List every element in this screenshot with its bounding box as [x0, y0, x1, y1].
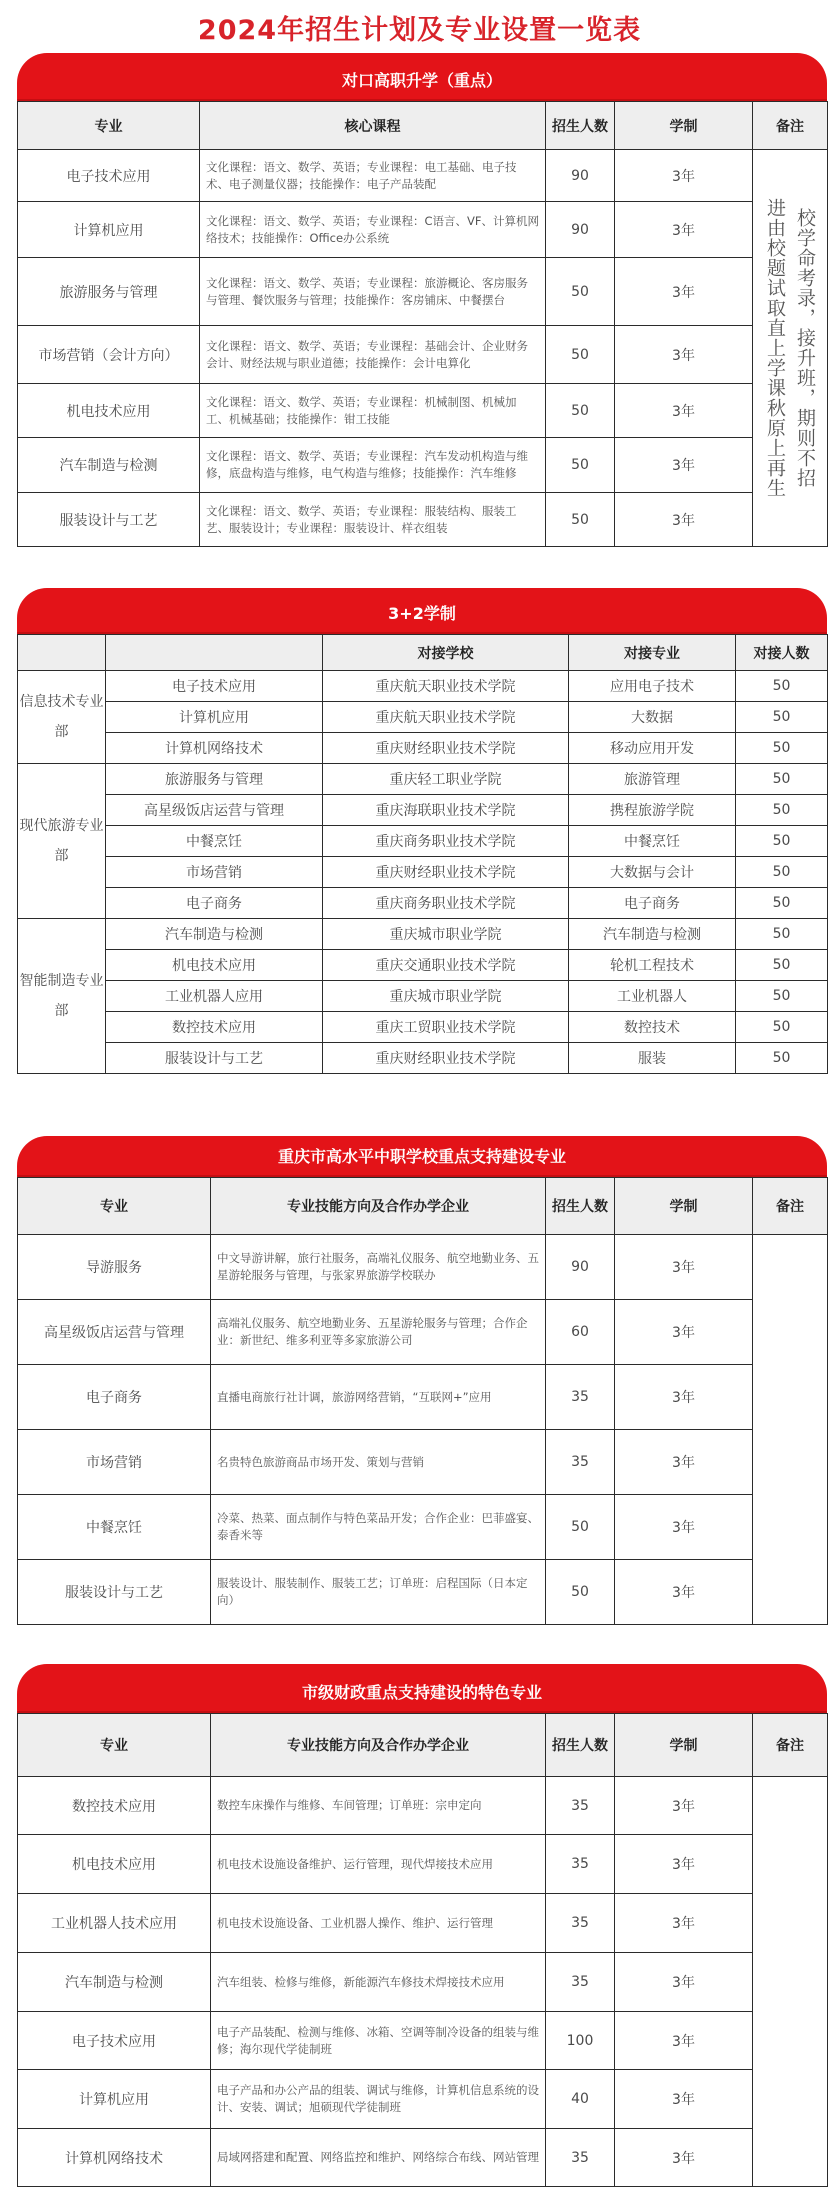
header-courses: 核心课程 [200, 102, 546, 150]
enroll-cell: 35 [546, 1894, 615, 1953]
header-enroll: 招生人数 [546, 1178, 615, 1235]
3plus2-table [17, 634, 828, 1074]
major-cell: 服装设计与工艺 [18, 493, 200, 547]
direction-cell: 机电技术设施设备、工业机器人操作、维护、运行管理 [211, 1894, 546, 1953]
table-row [18, 733, 828, 764]
table-row [18, 1235, 828, 1300]
major-cell: 汽车制造与检测 [18, 438, 200, 493]
table-row [18, 857, 828, 888]
table-row [18, 950, 828, 981]
remark-cell [753, 150, 828, 547]
direction-cell: 高端礼仪服务、航空地勤业务、五星游轮服务与管理；合作企业：新世纪、维多利亚等多家旅游公司 [211, 1300, 546, 1365]
enroll-cell: 90 [546, 1235, 615, 1300]
major-cell: 电子商务 [106, 888, 323, 919]
vocational-upgrade-table [17, 101, 828, 547]
years-cell: 3年 [615, 1235, 753, 1300]
major-cell: 旅游服务与管理 [18, 258, 200, 326]
years-cell: 3年 [615, 202, 753, 258]
enroll-cell: 35 [546, 1835, 615, 1894]
count-cell: 50 [736, 702, 828, 733]
years-cell: 3年 [615, 1894, 753, 1953]
enroll-cell: 40 [546, 2070, 615, 2129]
count-cell: 50 [736, 764, 828, 795]
table-row [18, 1835, 828, 1894]
target-major-cell: 携程旅游学院 [569, 795, 736, 826]
count-cell: 50 [736, 671, 828, 702]
remark-cell [753, 1777, 828, 2187]
header-partner-school: 对接学校 [323, 635, 569, 671]
header-direction: 专业技能方向及合作办学企业 [211, 1714, 546, 1777]
school-cell: 重庆轻工职业学院 [323, 764, 569, 795]
section-banner: 3+2学制 [17, 588, 827, 634]
school-cell: 重庆财经职业技术学院 [323, 733, 569, 764]
table-row [18, 2070, 828, 2129]
years-cell: 3年 [615, 2070, 753, 2129]
school-cell: 重庆财经职业技术学院 [323, 857, 569, 888]
table-row [18, 888, 828, 919]
count-cell: 50 [736, 1012, 828, 1043]
direction-cell: 电子产品和办公产品的组装、调试与维修，计算机信息系统的设计、安装、调试；旭硕现代学徒制班 [211, 2070, 546, 2129]
header-department [18, 635, 106, 671]
years-cell: 3年 [615, 150, 753, 202]
enroll-cell: 90 [546, 150, 615, 202]
target-major-cell: 旅游管理 [569, 764, 736, 795]
target-major-cell: 应用电子技术 [569, 671, 736, 702]
header-major: 专业 [18, 102, 200, 150]
courses-cell: 文化课程：语文、数学、英语；专业课程：机械制图、机械加工、机械基础；技能操作：钳工技能 [200, 384, 546, 438]
years-cell: 3年 [615, 384, 753, 438]
school-cell: 重庆航天职业技术学院 [323, 671, 569, 702]
target-major-cell: 大数据与会计 [569, 857, 736, 888]
page-title: 2024年招生计划及专业设置一览表 [197, 15, 642, 46]
target-major-cell: 数控技术 [569, 1012, 736, 1043]
major-cell: 汽车制造与检测 [106, 919, 323, 950]
major-cell: 市场营销 [106, 857, 323, 888]
department-cell: 信息技术专业部 [18, 671, 106, 764]
direction-cell: 机电技术设施设备维护、运行管理，现代焊接技术应用 [211, 1835, 546, 1894]
years-cell: 3年 [615, 1560, 753, 1625]
table-header-row [18, 1178, 828, 1235]
major-cell: 旅游服务与管理 [106, 764, 323, 795]
major-cell: 导游服务 [18, 1235, 211, 1300]
table-row [18, 258, 828, 326]
section-3plus2 [17, 588, 827, 1074]
courses-cell: 文化课程：语文、数学、英语；专业课程：旅游概论、客房服务与管理、餐饮服务与管理；技能操作：客房铺床、中餐摆台 [200, 258, 546, 326]
featured-majors-table [17, 1713, 828, 2187]
major-cell: 电子技术应用 [106, 671, 323, 702]
major-cell: 计算机网络技术 [18, 2129, 211, 2187]
header-partner-major: 对接专业 [569, 635, 736, 671]
years-cell: 3年 [615, 326, 753, 384]
school-cell: 重庆海联职业技术学院 [323, 795, 569, 826]
years-cell: 3年 [615, 438, 753, 493]
school-cell: 重庆城市职业学院 [323, 919, 569, 950]
table-row [18, 1560, 828, 1625]
major-cell: 机电技术应用 [106, 950, 323, 981]
direction-cell: 局域网搭建和配置、网络监控和维护、网络综合布线、网站管理 [211, 2129, 546, 2187]
table-row [18, 826, 828, 857]
table-row [18, 2129, 828, 2187]
enroll-cell: 35 [546, 1777, 615, 1835]
table-row [18, 981, 828, 1012]
target-major-cell: 电子商务 [569, 888, 736, 919]
direction-cell: 冷菜、热菜、面点制作与特色菜品开发；合作企业：巴菲盛宴、泰香米等 [211, 1495, 546, 1560]
table-row [18, 764, 828, 795]
school-cell: 重庆航天职业技术学院 [323, 702, 569, 733]
school-cell: 重庆商务职业技术学院 [323, 826, 569, 857]
remark-cell [753, 1235, 828, 1625]
section-vocational-upgrade [17, 53, 827, 547]
header-years: 学制 [615, 1178, 753, 1235]
count-cell: 50 [736, 950, 828, 981]
table-row [18, 1495, 828, 1560]
enroll-cell: 50 [546, 1495, 615, 1560]
enroll-cell: 50 [546, 438, 615, 493]
count-cell: 50 [736, 795, 828, 826]
table-row [18, 1300, 828, 1365]
major-cell: 数控技术应用 [18, 1777, 211, 1835]
enroll-cell: 100 [546, 2012, 615, 2070]
count-cell: 50 [736, 919, 828, 950]
table-row [18, 1365, 828, 1430]
major-cell: 电子技术应用 [18, 150, 200, 202]
section-banner: 市级财政重点支持建设的特色专业 [17, 1664, 827, 1713]
count-cell: 50 [736, 888, 828, 919]
table-row [18, 702, 828, 733]
major-cell: 中餐烹饪 [18, 1495, 211, 1560]
department-cell: 智能制造专业部 [18, 919, 106, 1074]
remark-vertical-text [753, 198, 827, 498]
header-partner-count: 对接人数 [736, 635, 828, 671]
major-cell: 服装设计与工艺 [106, 1043, 323, 1074]
courses-cell: 文化课程：语文、数学、英语；专业课程：C语言、VF、计算机网络技术；技能操作：Office办公系统 [200, 202, 546, 258]
years-cell: 3年 [615, 1835, 753, 1894]
major-cell: 计算机网络技术 [106, 733, 323, 764]
direction-cell: 直播电商旅行社计调，旅游网络营销，“互联网+”应用 [211, 1365, 546, 1430]
section-featured-majors [17, 1664, 827, 2187]
enroll-cell: 50 [546, 1560, 615, 1625]
count-cell: 50 [736, 1043, 828, 1074]
table-header-row [18, 102, 828, 150]
target-major-cell: 中餐烹饪 [569, 826, 736, 857]
years-cell: 3年 [615, 258, 753, 326]
table-row [18, 150, 828, 202]
direction-cell: 服装设计、服装制作、服装工艺；订单班：启程国际（日本定向） [211, 1560, 546, 1625]
table-row [18, 1012, 828, 1043]
table-header-row [18, 1714, 828, 1777]
years-cell: 3年 [615, 1365, 753, 1430]
target-major-cell: 移动应用开发 [569, 733, 736, 764]
major-cell: 汽车制造与检测 [18, 1953, 211, 2012]
major-cell: 数控技术应用 [106, 1012, 323, 1043]
header-remark: 备注 [753, 1714, 828, 1777]
school-cell: 重庆交通职业技术学院 [323, 950, 569, 981]
school-cell: 重庆商务职业技术学院 [323, 888, 569, 919]
table-row [18, 202, 828, 258]
years-cell: 3年 [615, 2129, 753, 2187]
remark-column-left: 进由校题试取直上学课秋原上再生 [764, 198, 786, 498]
direction-cell: 电子产品装配、检测与维修、冰箱、空调等制冷设备的组装与维修；海尔现代学徒制班 [211, 2012, 546, 2070]
major-cell: 计算机应用 [18, 202, 200, 258]
major-cell: 计算机应用 [18, 2070, 211, 2129]
table-row [18, 1430, 828, 1495]
header-major: 专业 [18, 1178, 211, 1235]
table-row [18, 493, 828, 547]
direction-cell: 名贵特色旅游商品市场开发、策划与营销 [211, 1430, 546, 1495]
enroll-cell: 35 [546, 1953, 615, 2012]
remark-column-right: 校学命考录，接升班，期则不招 [794, 208, 816, 488]
enroll-cell: 50 [546, 384, 615, 438]
courses-cell: 文化课程：语文、数学、英语；专业课程：服装结构、服装工艺、服装设计；专业课程：服装设计、样衣组装 [200, 493, 546, 547]
enroll-cell: 50 [546, 326, 615, 384]
years-cell: 3年 [615, 1300, 753, 1365]
count-cell: 50 [736, 826, 828, 857]
years-cell: 3年 [615, 1953, 753, 2012]
target-major-cell: 大数据 [569, 702, 736, 733]
header-years: 学制 [615, 102, 753, 150]
header-major: 专业 [18, 1714, 211, 1777]
count-cell: 50 [736, 857, 828, 888]
enroll-cell: 50 [546, 258, 615, 326]
table-header-row [18, 635, 828, 671]
direction-cell: 汽车组装、检修与维修，新能源汽车修技术焊接技术应用 [211, 1953, 546, 2012]
years-cell: 3年 [615, 493, 753, 547]
key-support-majors-table [17, 1177, 828, 1625]
department-cell: 现代旅游专业部 [18, 764, 106, 919]
direction-cell: 数控车床操作与维修、车间管理；订单班：宗申定向 [211, 1777, 546, 1835]
direction-cell: 中文导游讲解，旅行社服务，高端礼仪服务、航空地勤业务、五星游轮服务与管理，与张家界旅游学校联办 [211, 1235, 546, 1300]
count-cell: 50 [736, 981, 828, 1012]
courses-cell: 文化课程：语文、数学、英语；专业课程：基础会计、企业财务会计、财经法规与职业道德；技能操作：会计电算化 [200, 326, 546, 384]
table-row [18, 1777, 828, 1835]
major-cell: 高星级饭店运营与管理 [18, 1300, 211, 1365]
enroll-cell: 35 [546, 2129, 615, 2187]
section-key-support-majors [17, 1136, 827, 1625]
years-cell: 3年 [615, 1430, 753, 1495]
years-cell: 3年 [615, 1777, 753, 1835]
table-row [18, 2012, 828, 2070]
section-banner: 重庆市高水平中职学校重点支持建设专业 [17, 1136, 827, 1177]
enroll-cell: 35 [546, 1365, 615, 1430]
major-cell: 工业机器人应用 [106, 981, 323, 1012]
courses-cell: 文化课程：语文、数学、英语；专业课程：电工基础、电子技术、电子测量仪器；技能操作：电子产品装配 [200, 150, 546, 202]
school-cell: 重庆城市职业学院 [323, 981, 569, 1012]
table-row [18, 919, 828, 950]
enroll-cell: 90 [546, 202, 615, 258]
header-years: 学制 [615, 1714, 753, 1777]
years-cell: 3年 [615, 2012, 753, 2070]
table-row [18, 438, 828, 493]
table-row [18, 326, 828, 384]
major-cell: 机电技术应用 [18, 1835, 211, 1894]
count-cell: 50 [736, 733, 828, 764]
major-cell: 电子商务 [18, 1365, 211, 1430]
major-cell: 高星级饭店运营与管理 [106, 795, 323, 826]
header-direction: 专业技能方向及合作办学企业 [211, 1178, 546, 1235]
table-row [18, 1894, 828, 1953]
courses-cell: 文化课程：语文、数学、英语；专业课程：汽车发动机构造与维修，底盘构造与维修，电气构造与维修；技能操作：汽车维修 [200, 438, 546, 493]
header-enroll: 招生人数 [546, 1714, 615, 1777]
major-cell: 中餐烹饪 [106, 826, 323, 857]
enroll-cell: 35 [546, 1430, 615, 1495]
target-major-cell: 汽车制造与检测 [569, 919, 736, 950]
section-banner: 对口高职升学（重点） [17, 53, 827, 101]
table-row [18, 384, 828, 438]
target-major-cell: 轮机工程技术 [569, 950, 736, 981]
header-major [106, 635, 323, 671]
years-cell: 3年 [615, 1495, 753, 1560]
header-enroll: 招生人数 [546, 102, 615, 150]
major-cell: 计算机应用 [106, 702, 323, 733]
table-row [18, 1043, 828, 1074]
enroll-cell: 50 [546, 493, 615, 547]
target-major-cell: 工业机器人 [569, 981, 736, 1012]
school-cell: 重庆工贸职业技术学院 [323, 1012, 569, 1043]
school-cell: 重庆财经职业技术学院 [323, 1043, 569, 1074]
major-cell: 服装设计与工艺 [18, 1560, 211, 1625]
major-cell: 市场营销（会计方向） [18, 326, 200, 384]
enroll-cell: 60 [546, 1300, 615, 1365]
header-remark: 备注 [753, 1178, 828, 1235]
major-cell: 电子技术应用 [18, 2012, 211, 2070]
target-major-cell: 服装 [569, 1043, 736, 1074]
major-cell: 市场营销 [18, 1430, 211, 1495]
table-row [18, 795, 828, 826]
table-row [18, 1953, 828, 2012]
major-cell: 工业机器人技术应用 [18, 1894, 211, 1953]
table-row [18, 671, 828, 702]
header-remark: 备注 [753, 102, 828, 150]
major-cell: 机电技术应用 [18, 384, 200, 438]
